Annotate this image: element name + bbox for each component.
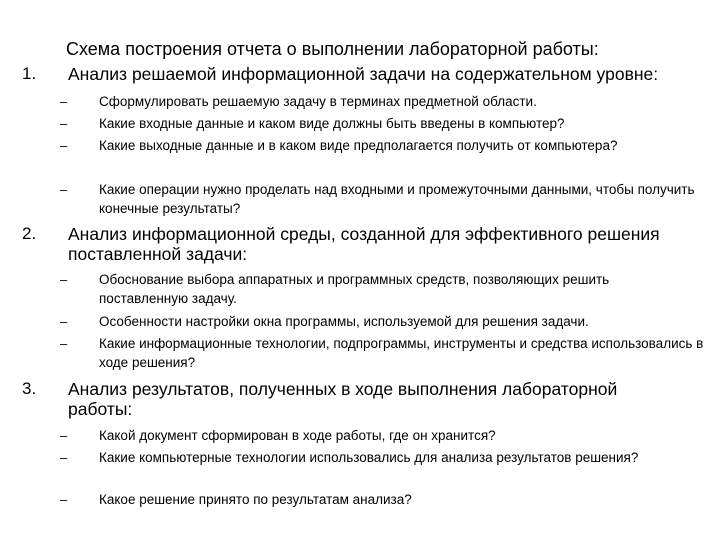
list-item: Какие информационные технологии, подпрограммы, инструменты и средства использовались в ходе решения?	[99, 336, 704, 370]
list-item: Какой документ сформирован в ходе работы, где он хранится?	[99, 428, 496, 443]
list-item: Какие входные данные и каком виде должны быть введены в компьютер?	[99, 116, 565, 131]
list-item: Какие компьютерные технологии использовались для анализа результатов решения?	[99, 450, 639, 465]
list-item: Особенности настройки окна программы, используемой для решения задачи.	[99, 314, 589, 329]
section-1-heading: Анализ решаемой информационной задачи на содержательном уровне:	[68, 64, 659, 84]
bullet-dash: –	[60, 314, 68, 329]
bullet-dash: –	[60, 138, 68, 153]
section-2-number: 2.	[22, 224, 37, 243]
list-item: Обоснование выбора аппаратных и программных средств, позволяющих решить поставленную задачу.	[99, 272, 610, 306]
bullet-dash: –	[60, 336, 68, 351]
bullet-dash: –	[60, 428, 68, 443]
list-item: Какие операции нужно проделать над входными и промежуточными данными, чтобы получить конечные результаты?	[99, 182, 695, 216]
list-item: Сформулировать решаемую задачу в терминах предметной области.	[99, 94, 537, 109]
bullet-dash: –	[60, 492, 68, 507]
bullet-dash: –	[60, 94, 68, 109]
section-3-heading: Анализ результатов, полученных в ходе выполнения лабораторной работы:	[68, 379, 618, 419]
slide-title: Схема построения отчета о выполнении лабораторной работы:	[66, 39, 599, 59]
bullet-dash: –	[60, 182, 68, 197]
bullet-dash: –	[60, 116, 68, 131]
list-item: Какие выходные данные и в каком виде предполагается получить от компьютера?	[99, 138, 618, 153]
bullet-dash: –	[60, 450, 68, 465]
bullet-dash: –	[60, 272, 68, 287]
list-item: Какое решение принято по результатам анализа?	[99, 492, 412, 507]
section-3-number: 3.	[22, 379, 37, 398]
section-1-number: 1.	[22, 64, 37, 83]
section-2-heading: Анализ информационной среды, созданной для эффективного решения поставленной задачи:	[68, 224, 660, 264]
